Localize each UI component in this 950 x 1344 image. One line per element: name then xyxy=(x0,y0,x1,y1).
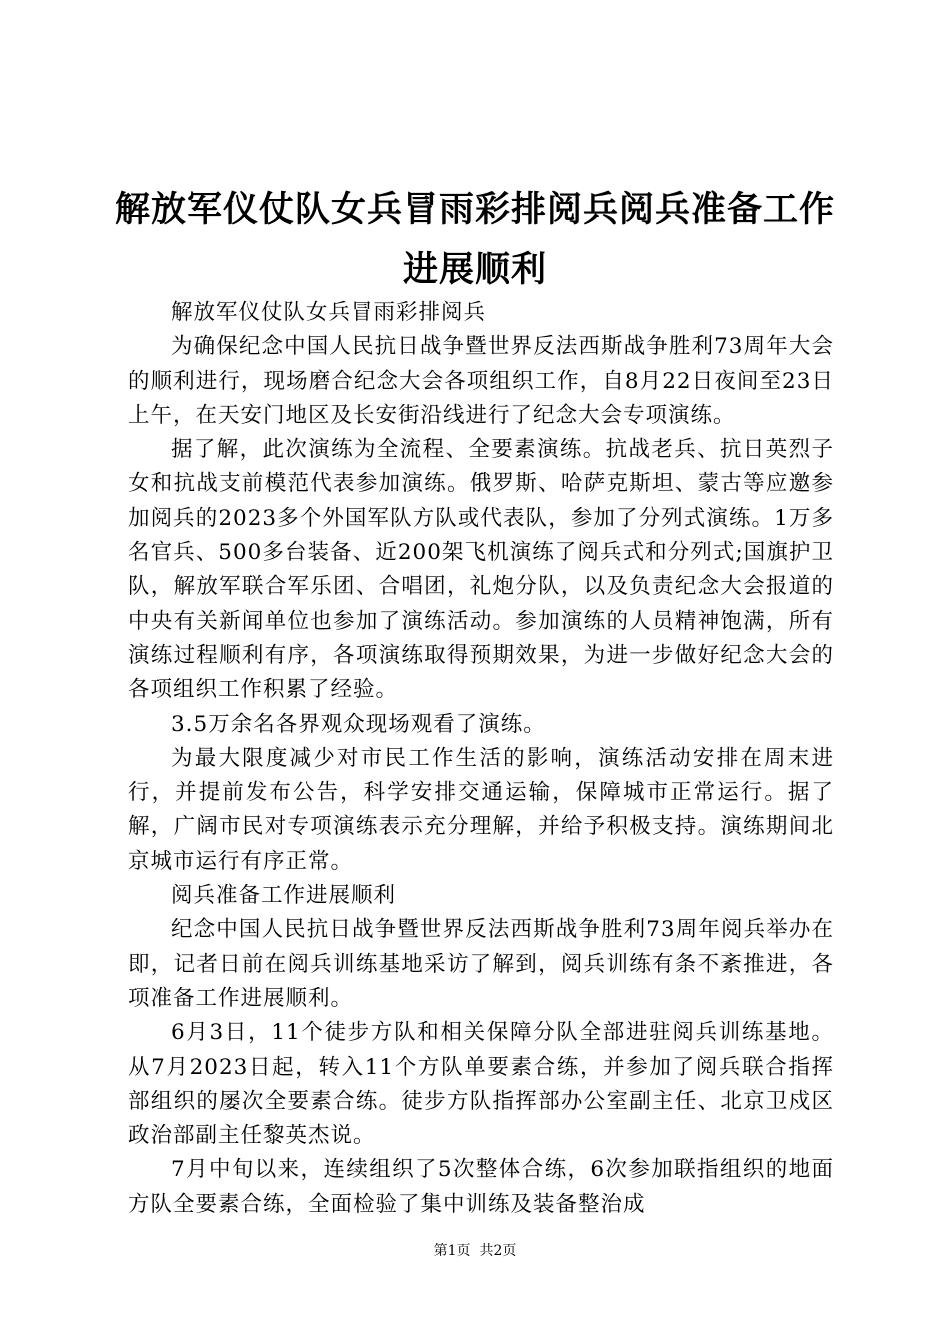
paragraph: 3.5万余名各界观众现场观看了演练。 xyxy=(171,711,546,737)
paragraph: 为确保纪念中国人民抗日战争暨世界反法西斯战争胜利73周年大会的顺利进行，现场磨合纪念大会各项组织工作，自8月22日夜间至23日上午，在天安门地区及长安街沿线进行了纪念大会专项演练。 xyxy=(128,334,834,428)
page-footer xyxy=(0,1242,950,1260)
paragraph: 6月3日，11个徒步方队和相关保障分队全部进驻阅兵训练基地。从7月2023日起，转入11个方队单要素合练，并参加了阅兵联合指挥部组织的屡次全要素合练。徒步方队指挥部办公室副主任、北京卫戍区政治部副主任黎英杰说。 xyxy=(128,1020,834,1149)
document-title-line-2: 进展顺利 xyxy=(402,250,547,290)
document-body xyxy=(128,296,834,1222)
paragraph-subheading-1: 解放军仪仗队女兵冒雨彩排阅兵 xyxy=(171,300,487,325)
page-number: 第1页 共2页 xyxy=(433,1243,517,1259)
document-title-line-1: 解放军仪仗队女兵冒雨彩排阅兵阅兵准备工作 xyxy=(114,190,835,230)
paragraph-subheading-2: 阅兵准备工作进展顺利 xyxy=(171,883,397,909)
paragraph: 据了解，此次演练为全流程、全要素演练。抗战老兵、抗日英烈子女和抗战支前模范代表参加演练。俄罗斯、哈萨克斯坦、蒙古等应邀参加阅兵的2023多个外国军队方队或代表队，参加了分列式演练。1万多名官兵、500多台装备、近200架飞机演练了阅兵式和分列式;国旗护卫队，解放军联合军乐团、合唱团，礼炮分队，以及负责纪念大会报道的中央有关新闻单位也参加了演练活动。参加演练的人员精神饱满，所有演练过程顺利有序，各项演练取得预期效果，为进一步做好纪念大会的各项组织工作积累了经验。 xyxy=(128,437,834,703)
paragraph: 7月中旬以来，连续组织了5次整体合练，6次参加联指组织的地面方队全要素合练，全面检验了集中训练及装备整治成 xyxy=(128,1157,834,1217)
paragraph: 纪念中国人民抗日战争暨世界反法西斯战争胜利73周年阅兵举办在即，记者日前在阅兵训练基地采访了解到，阅兵训练有条不紊推进，各项准备工作进展顺利。 xyxy=(128,917,834,1011)
paragraph: 为最大限度减少对市民工作生活的影响，演练活动安排在周末进行，并提前发布公告，科学安排交通运输，保障城市正常运行。据了解，广阔市民对专项演练表示充分理解，并给予积极支持。演练期间北京城市运行有序正常。 xyxy=(128,745,834,874)
